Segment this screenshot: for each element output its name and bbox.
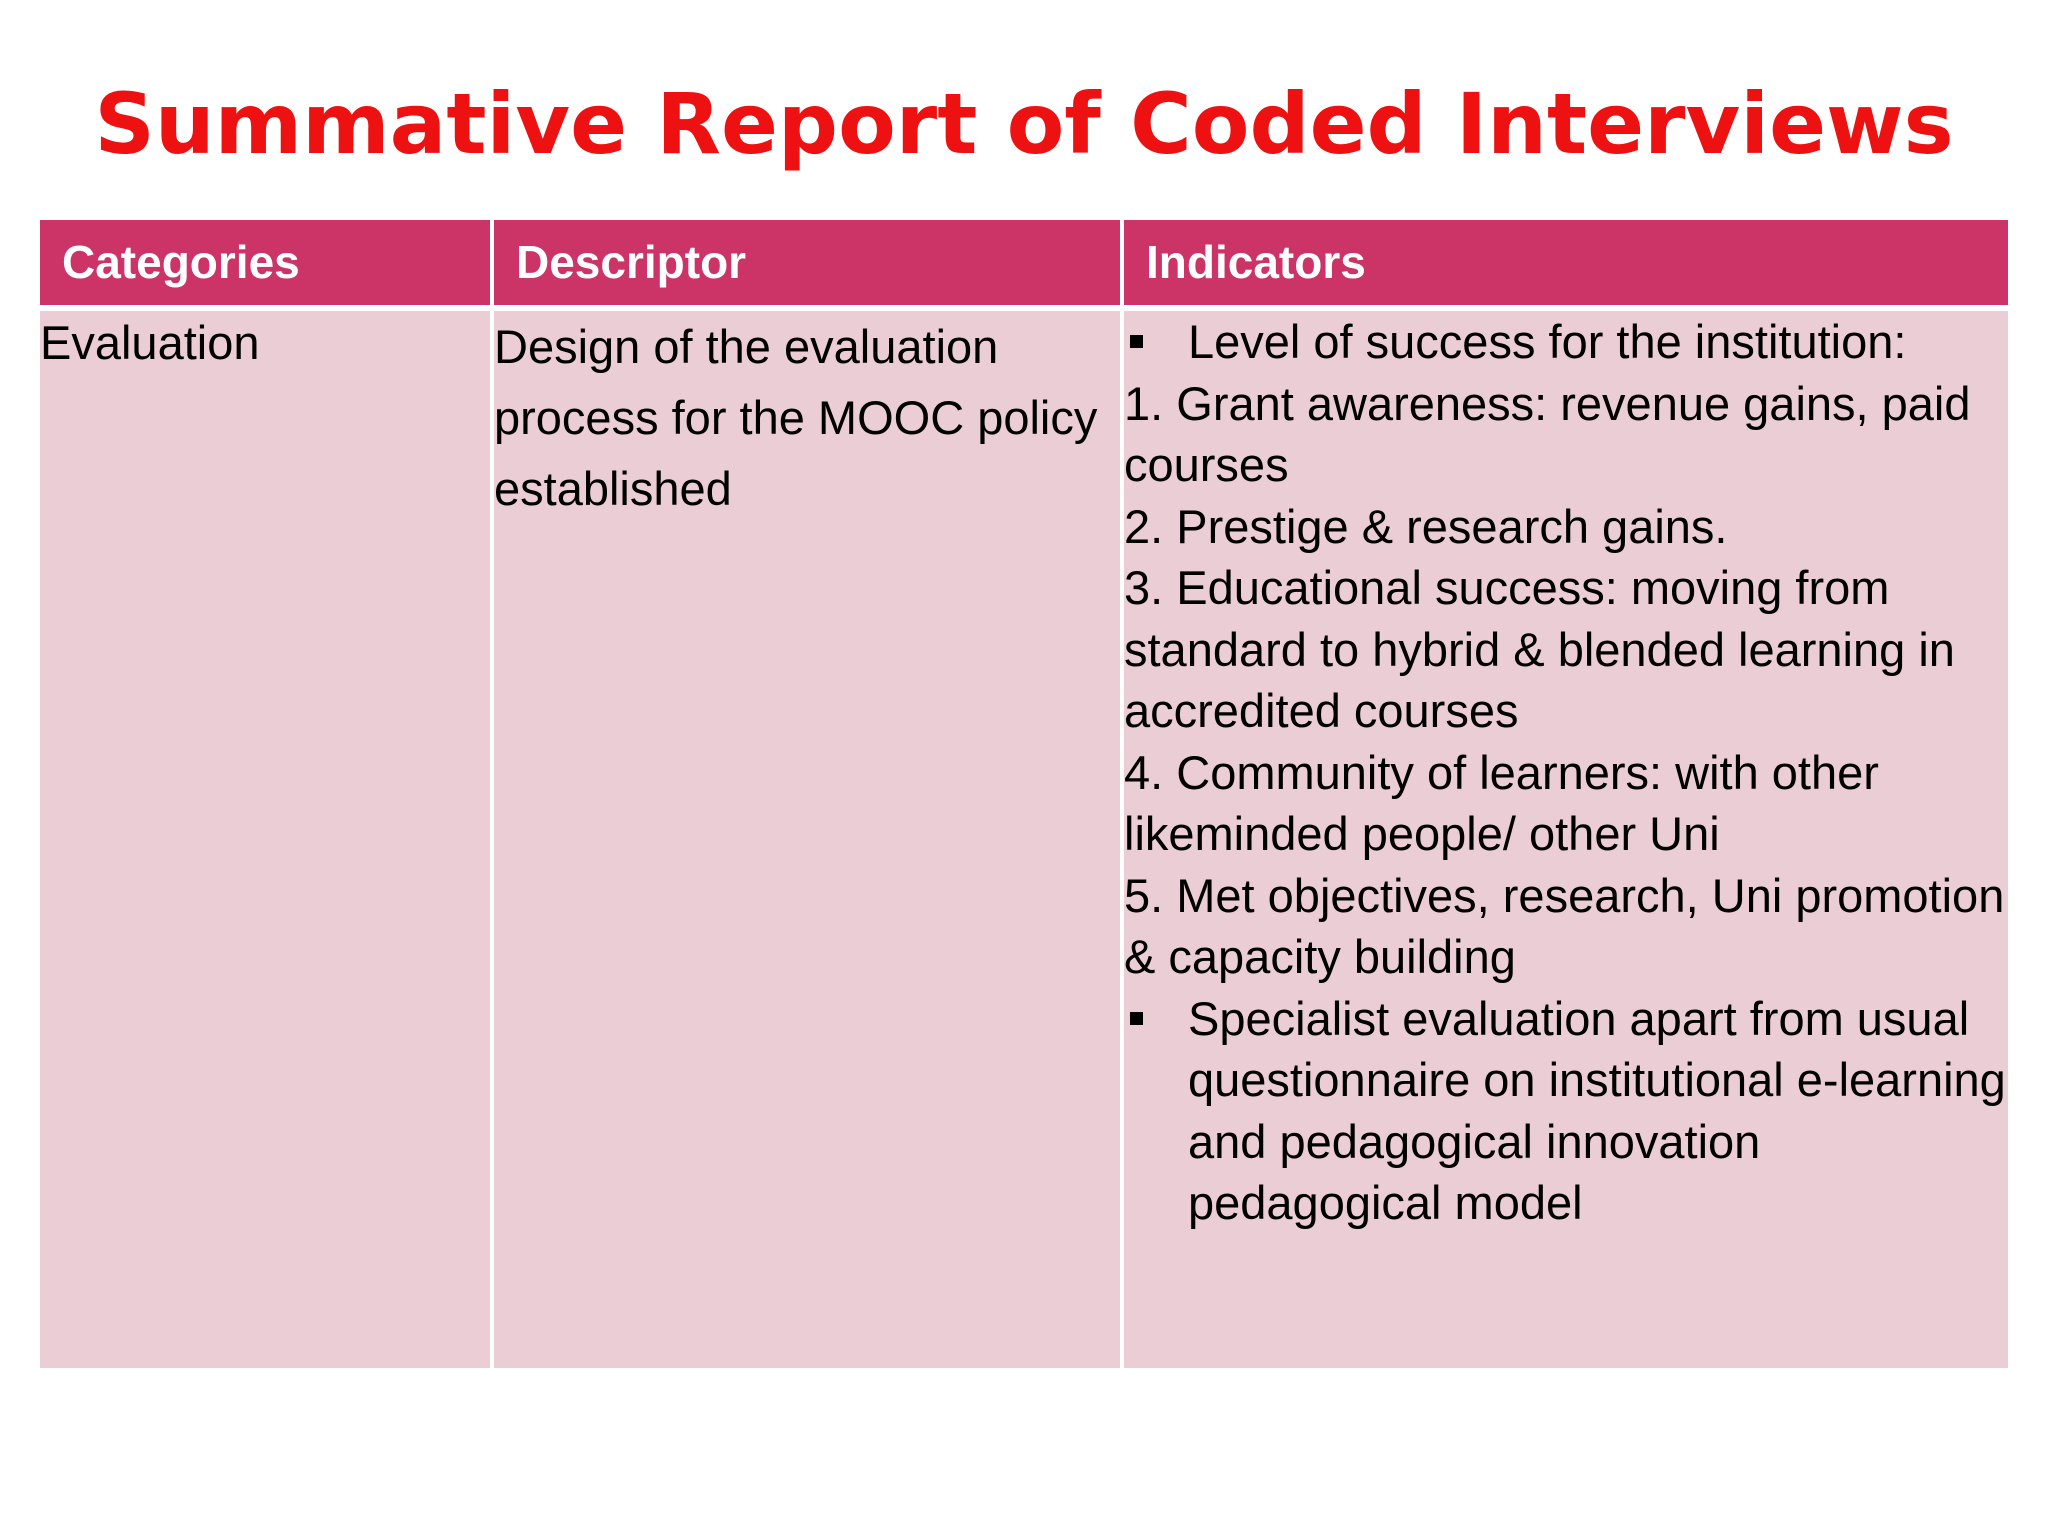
cell-indicators [1120,311,2008,1368]
table-row [40,311,2008,1368]
indicator-numbered-item: 2. Prestige & research gains. [1124,499,1728,553]
indicator-bullet [1124,311,2008,373]
header-indicators: Indicators [1120,220,2008,311]
square-bullet-icon [1130,335,1143,348]
slide-title: Summative Report of Coded Interviews [94,75,1954,173]
indicator-bullet-text: Specialist evaluation apart from usual questionnaire on institutional e-learning and pedagogical innovation pedagogical model [1188,991,2006,1229]
summary-table [40,220,2008,1368]
cell-category: Evaluation [40,311,490,1368]
indicator-bullet-text: Level of success for the institution: [1188,315,1907,368]
indicator-numbered-item: 1. Grant awareness: revenue gains, paid courses [1124,376,1971,491]
indicator-bullet [1124,988,2008,1234]
table-header-row [40,220,2008,311]
indicator-numbered-item: 3. Educational success: moving from standard to hybrid & blended learning in accredited courses [1124,561,1955,737]
square-bullet-icon [1130,1012,1143,1025]
cell-descriptor: Design of the evaluation process for the MOOC policy established [490,311,1120,1368]
header-categories: Categories [40,220,490,311]
indicator-numbered-item: 5. Met objectives, research, Uni promotion & capacity building [1124,868,2005,983]
indicator-numbered-item: 4. Community of learners: with other likeminded people/ other Uni [1124,745,1879,860]
header-descriptor: Descriptor [490,220,1120,311]
